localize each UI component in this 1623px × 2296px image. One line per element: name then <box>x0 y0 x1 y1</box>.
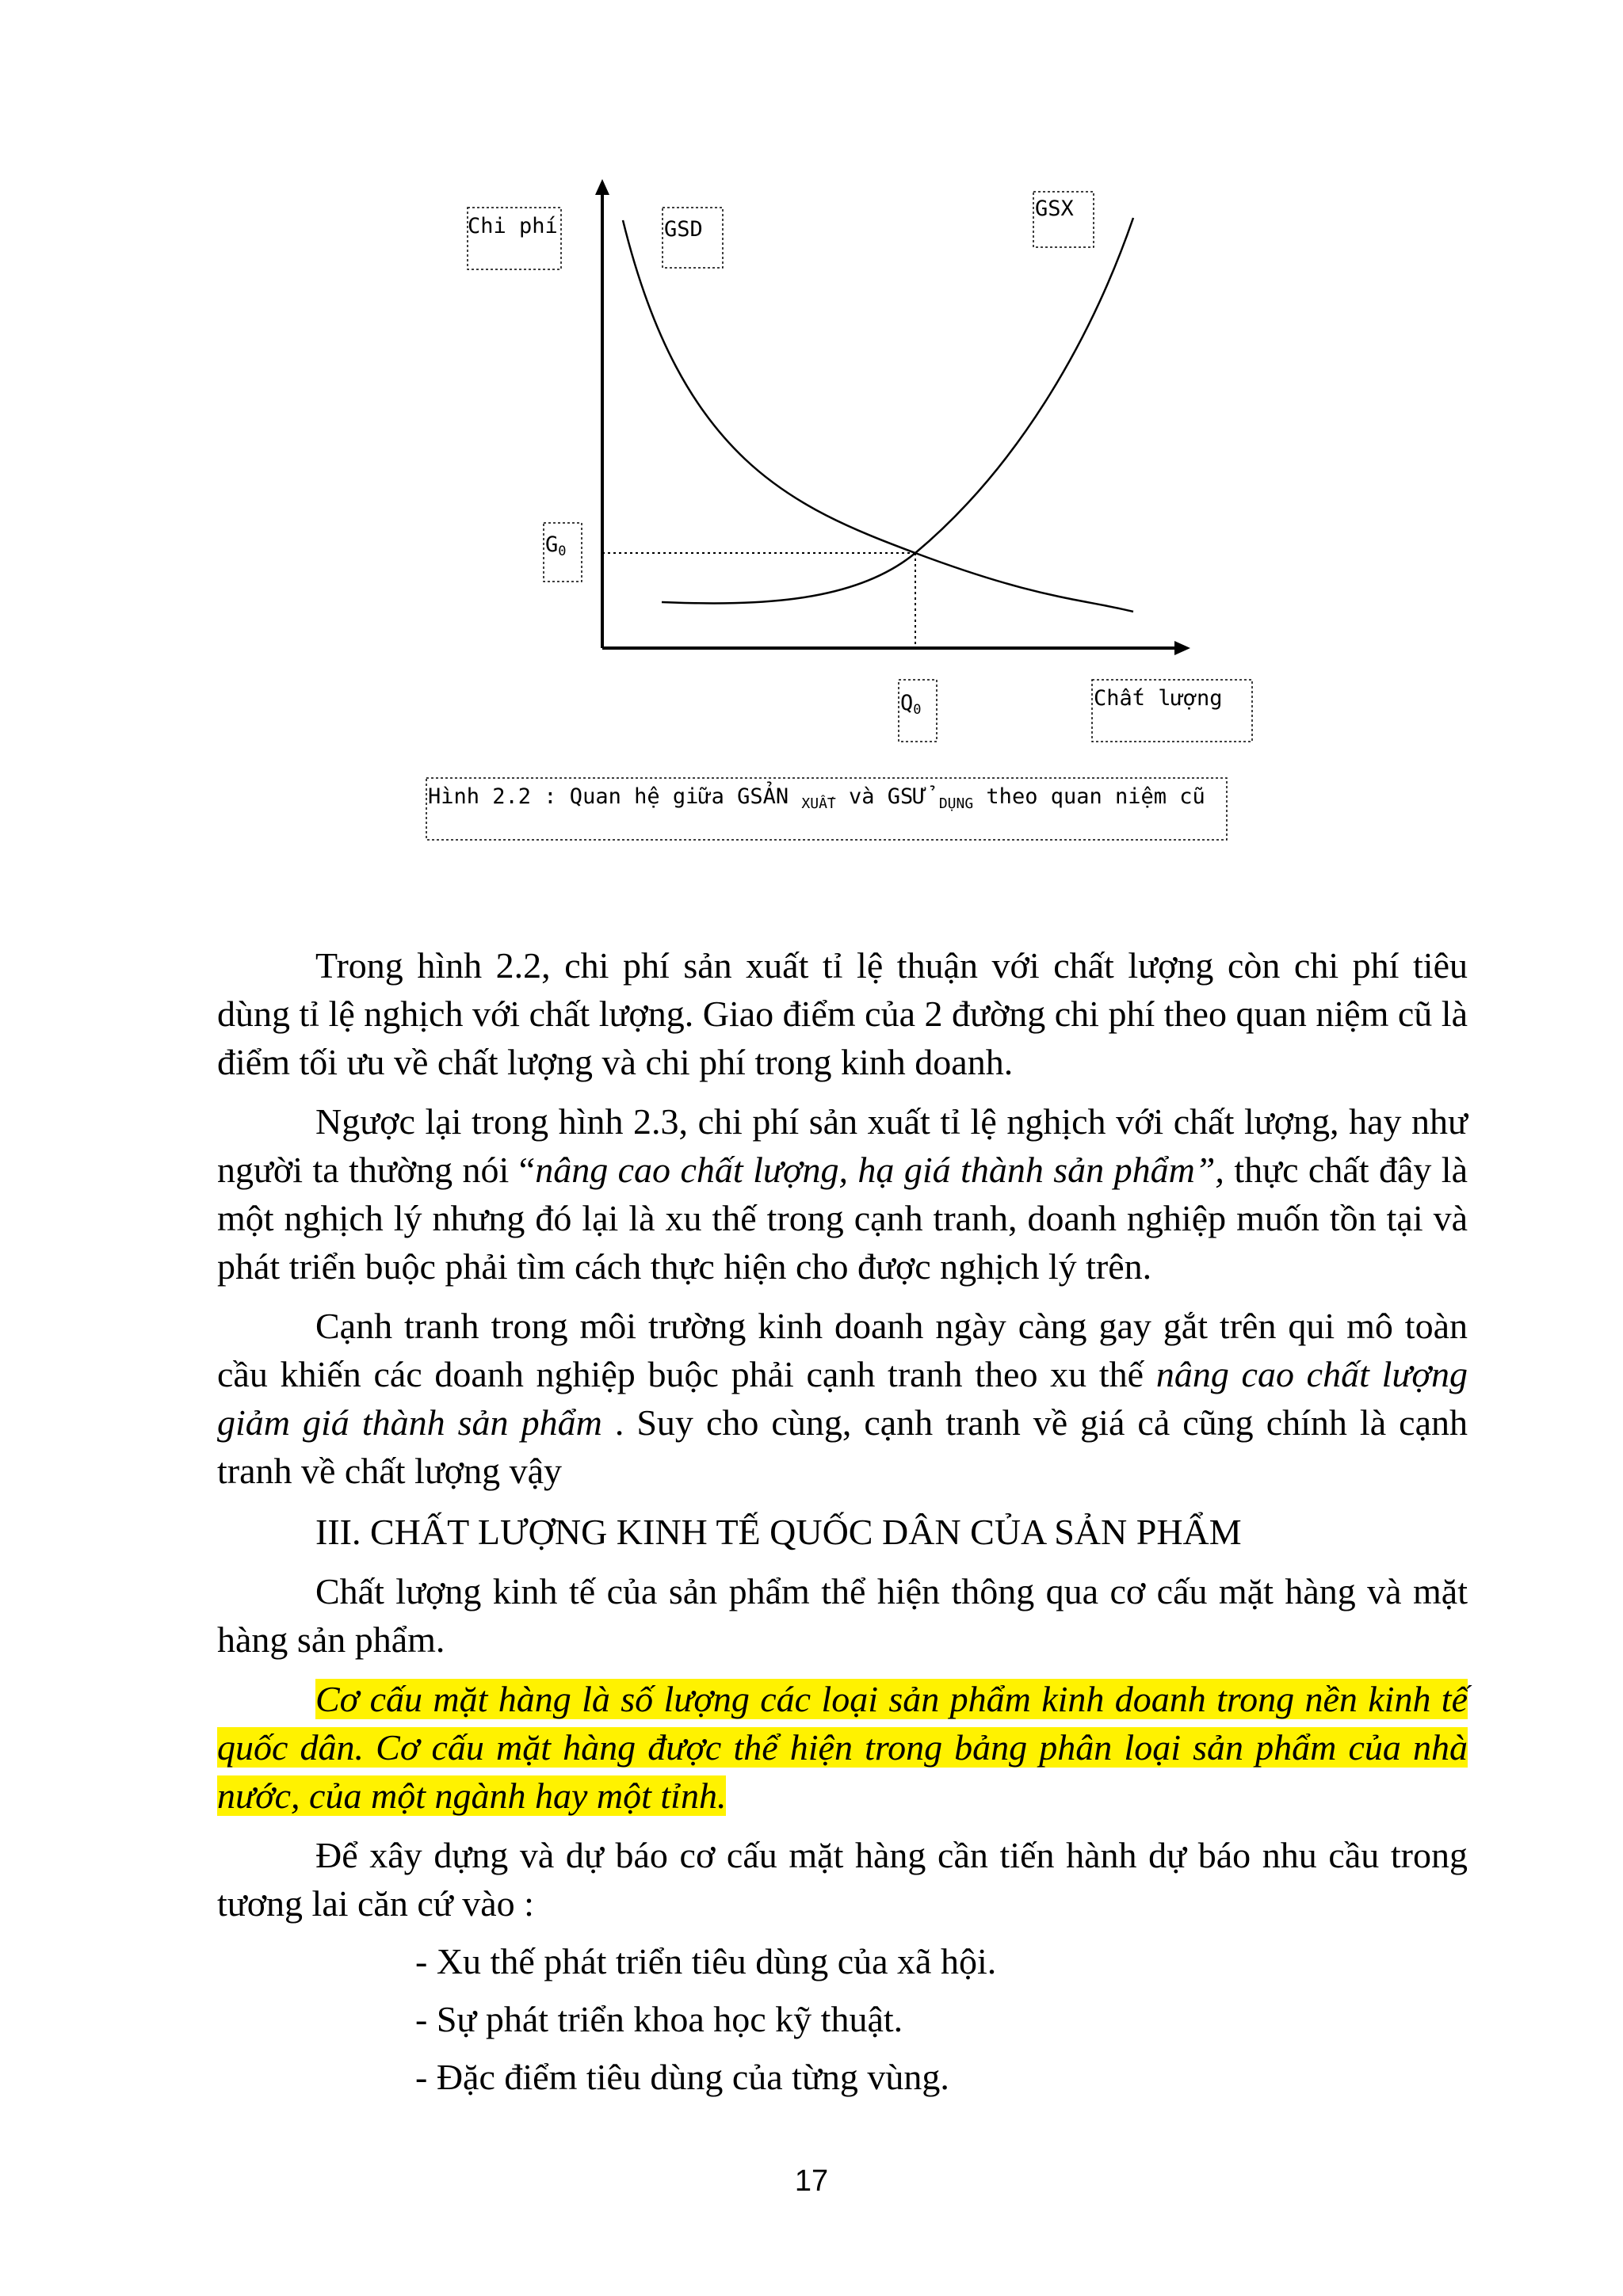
highlighted-text: Cơ cấu mặt hàng là số lượng các loại sản phẩm kinh doanh trong nền kinh tế quốc dân. Cơ cấu mặt hàng được thể hiện trong bảng phân loại sản phẩm của nhà nước, của một ngành hay một tỉnh. <box>217 1679 1468 1816</box>
gsd-curve <box>623 220 1133 612</box>
paragraph-6: Để xây dựng và dự báo cơ cấu mặt hàng cần tiến hành dự báo nhu cầu trong tương lai căn cứ vào : <box>217 1835 1468 1924</box>
paragraph-2: Ngược lại trong hình 2.3, chi phí sản xuất tỉ lệ nghịch với chất lượng, hay như người ta thường nói “nâng cao chất lượng, hạ giá thành sản phẩm”, thực chất đây là một nghịch lý nhưng đó lại là xu thế trong cạnh tranh, doanh nghiệp muốn tồn tại và phát triển buộc phải tìm cách thực hiện cho được nghịch lý trên. <box>217 1101 1468 1287</box>
paragraph-1: Trong hình 2.2, chi phí sản xuất tỉ lệ thuận với chất lượng còn chi phí tiêu dùng tỉ lệ nghịch với chất lượng. Giao điểm của 2 đường chi phí theo quan niệm cũ là điểm tối ưu về chất lượng và chi phí trong kinh doanh. <box>217 945 1468 1082</box>
paragraph-3: Cạnh tranh trong môi trường kinh doanh ngày càng gay gắt trên qui mô toàn cầu khiến các doanh nghiệp buộc phải cạnh tranh theo xu thế nâng cao chất lượng giảm giá thành sản phẩm . Suy cho cùng, cạnh tranh về giá cả cũng chính là cạnh tranh về chất lượng vậy <box>217 1306 1468 1491</box>
y-axis-label: Chi phí <box>468 214 558 238</box>
bullet-item: - Xu thế phát triển tiêu dùng của xã hội. <box>415 1941 997 1981</box>
g0-label: G0 <box>545 532 567 559</box>
q0-label: Q0 <box>900 691 922 718</box>
paragraph-3-italic: nâng cao chất lượng giảm giá thành sản phẩm <box>217 1354 1468 1443</box>
figure-caption: Hình 2.2 : Quan hệ giữa GSẢN $_{XUẤT}$ và GSỬ $_{DỤNG}$ theo quan niệm cũ <box>428 784 1205 812</box>
x-axis-label: Chất lượng <box>1094 686 1223 711</box>
x-axis-arrow <box>1174 641 1190 655</box>
gsx-label: GSX <box>1035 196 1074 221</box>
paragraph-4: Chất lượng kinh tế của sản phẩm thể hiện thông qua cơ cấu mặt hàng và mặt hàng sản phẩm. <box>217 1571 1468 1660</box>
y-axis-arrow <box>595 179 609 195</box>
paragraph-2-italic: nâng cao chất lượng, hạ giá thành sản phẩm”, <box>535 1150 1224 1190</box>
bullet-item: - Đặc điểm tiêu dùng của từng vùng. <box>415 2057 949 2097</box>
page-number: 17 <box>794 2164 829 2198</box>
body-text <box>217 941 1468 2101</box>
paragraph-5-highlighted <box>217 1675 1468 1820</box>
gsd-label: GSD <box>664 217 703 242</box>
section-heading: III. CHẤT LƯỢNG KINH TẾ QUỐC DÂN CỦA SẢN PHẨM <box>315 1512 1242 1552</box>
bullet-item: - Sự phát triển khoa học kỹ thuật. <box>415 1999 903 2039</box>
cost-quality-figure <box>0 0 1623 887</box>
